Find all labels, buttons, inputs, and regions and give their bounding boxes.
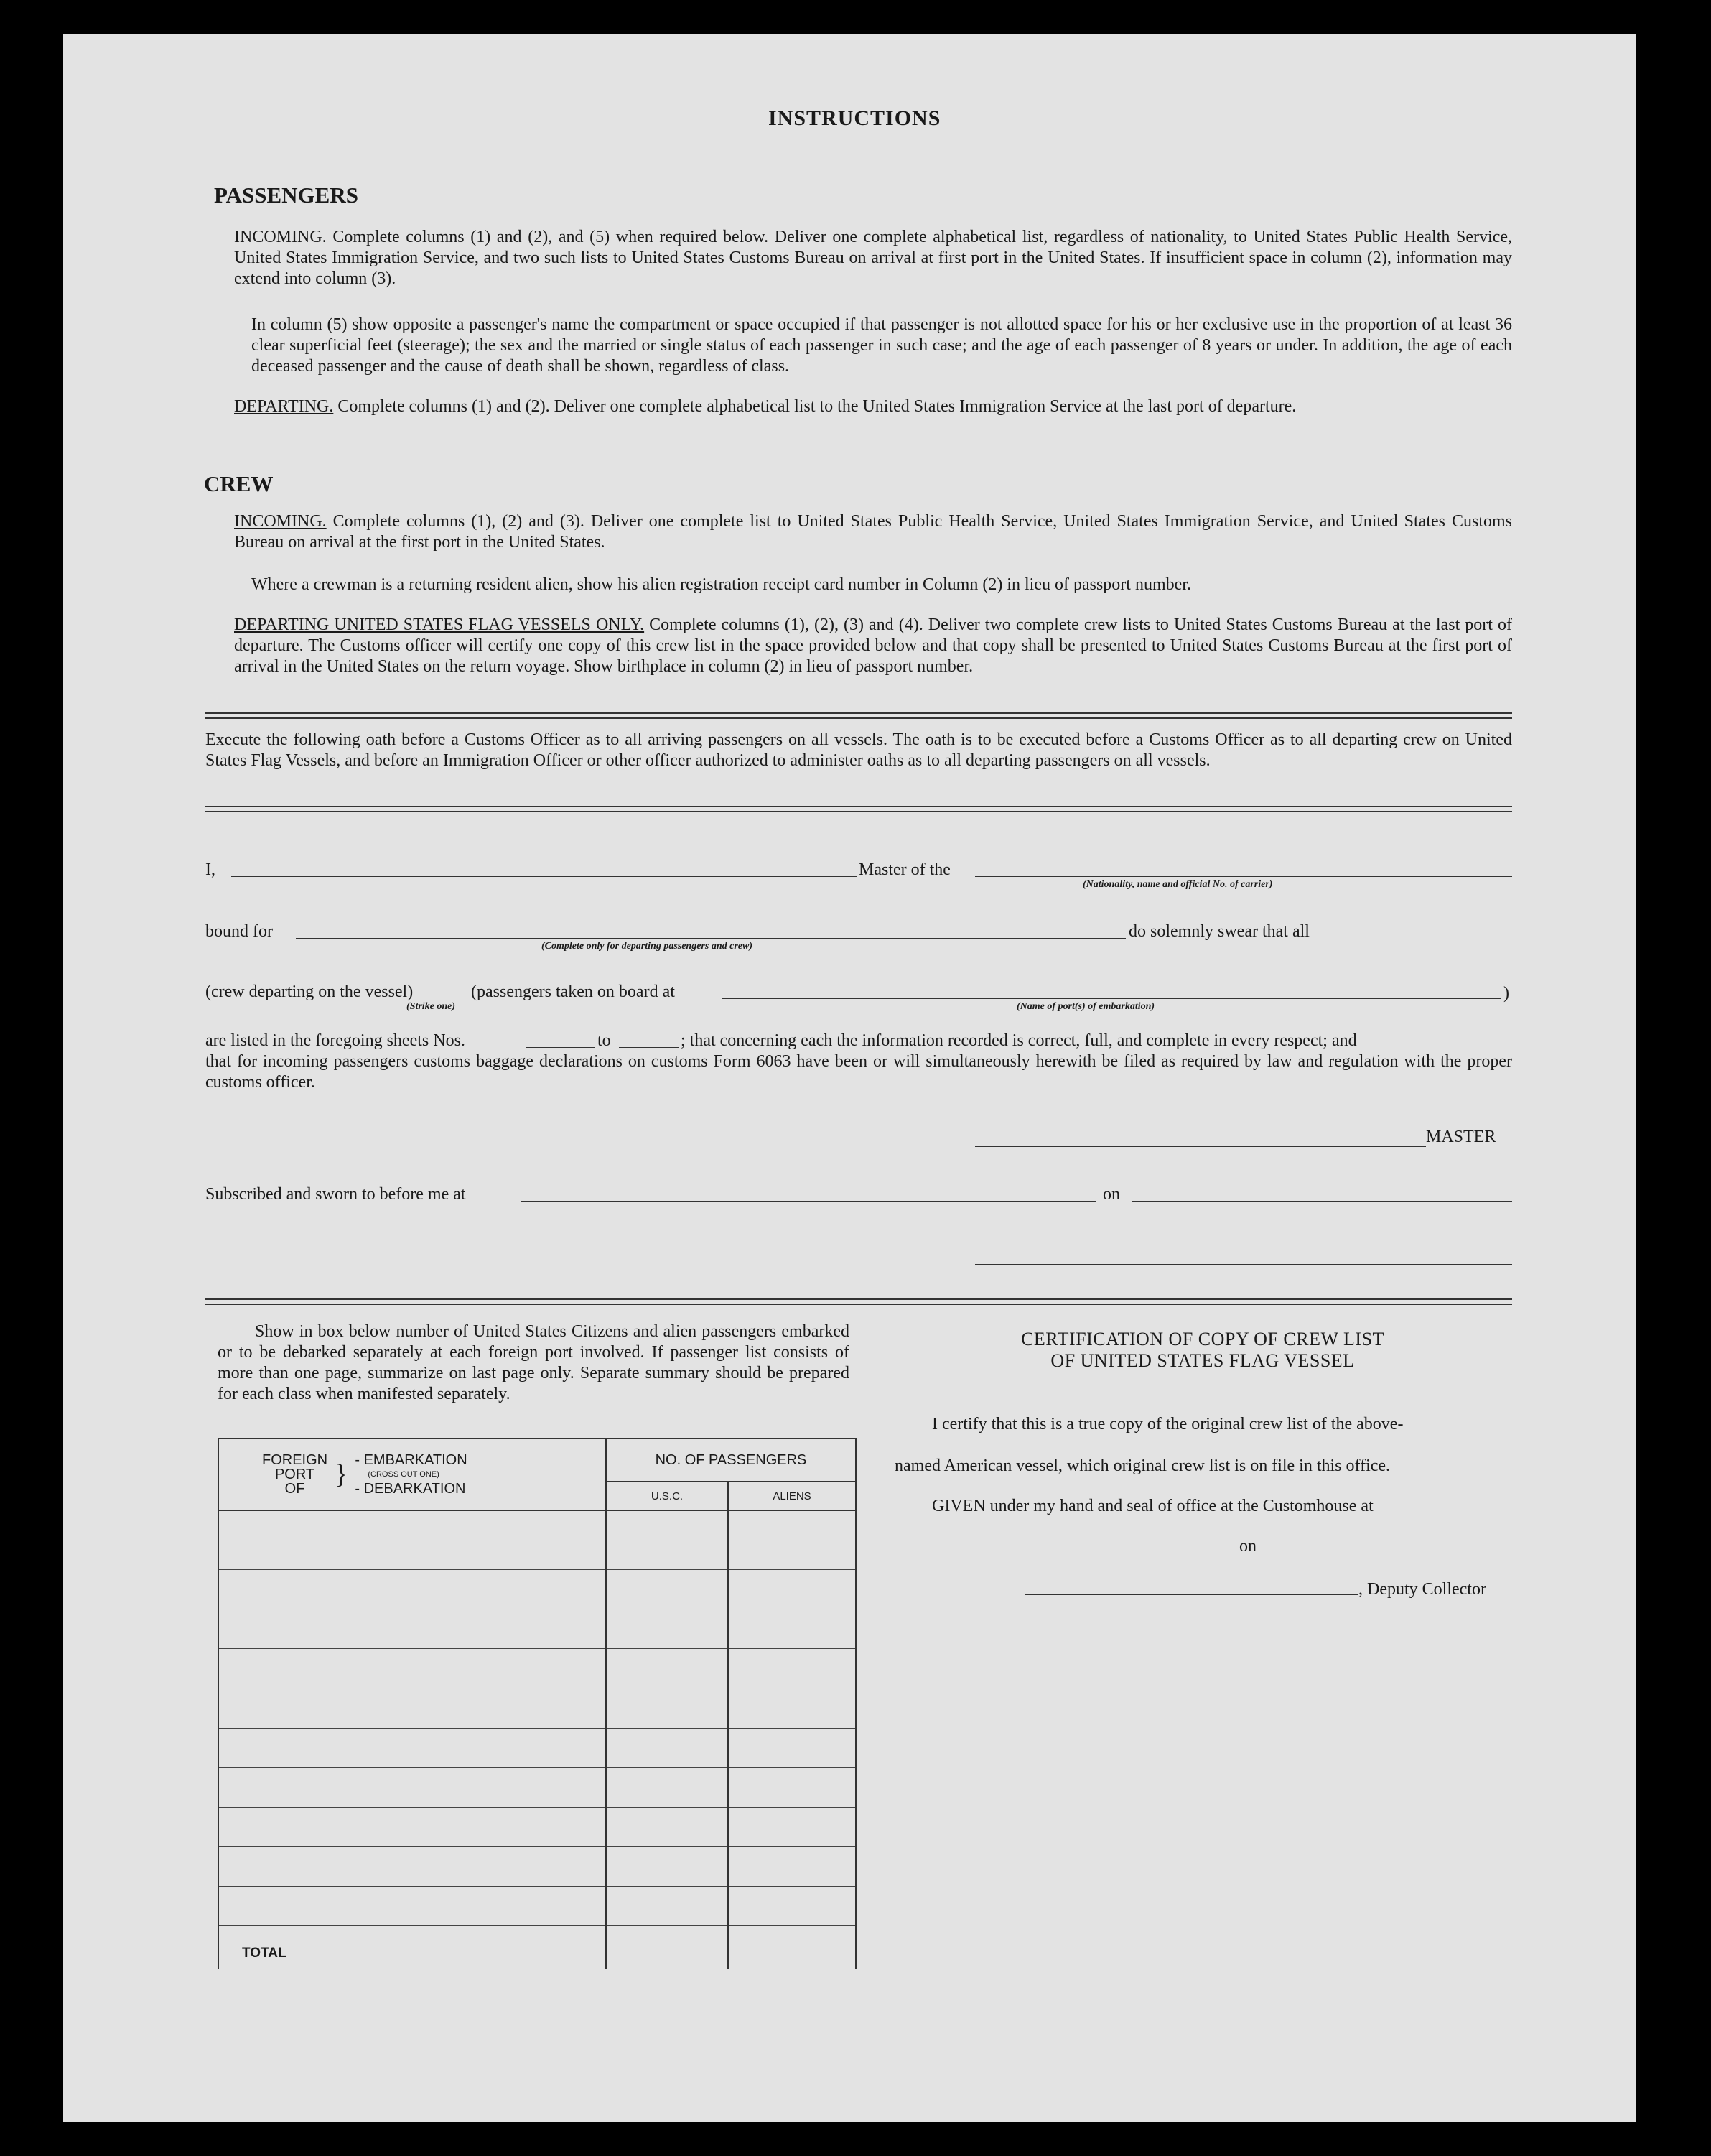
crew-incoming-text: Complete columns (1), (2) and (3). Deliver one complete list to United States Public Health Service, United States Immigration Service, and United States Customs Bureau on arrival at the first port in the United States. [234,512,1513,552]
crew-departing-label: DEPARTING UNITED STATES FLAG VESSELS ONLY. [234,615,645,634]
officer-signature-field[interactable] [975,1264,1512,1265]
listed-to-label: to [597,1031,611,1050]
port-cell[interactable] [218,1570,606,1609]
divider [205,712,1512,719]
passengers-incoming-paragraph [234,227,1512,289]
port-header-cell [218,1439,606,1510]
deputy-collector-label: , Deputy Collector [1358,1580,1486,1599]
passengers-column5-paragraph: In column (5) show opposite a passenger's name the compartment or space occupied if that passenger is not allotted space for his or her exclusive use in the proportion of at least 36 clear superficial feet (steerage); the sex and the married or single status of each passenger in such case; and the age of each passenger of 8 years or under. In addition, the age of each deceased passenger and the cause of death shall be shown, regardless of class. [251,315,1512,376]
embarkation-label: - EMBARKATION [355,1452,467,1468]
oath-i-label: I, [205,860,215,879]
certify-line2: named American vessel, which original crew list is on file in this office. [895,1456,1391,1475]
usc-cell[interactable] [606,1688,728,1728]
passengers-departing-paragraph [234,396,1512,417]
passengers-incoming-label: INCOMING. [234,228,327,246]
aliens-cell[interactable] [728,1728,856,1767]
usc-cell[interactable] [606,1609,728,1649]
usc-cell[interactable] [606,1767,728,1807]
port-cell[interactable] [218,1846,606,1886]
master-label: MASTER [1426,1128,1496,1146]
passengers-taken-option[interactable]: (passengers taken on board at [471,982,675,1001]
usc-cell[interactable] [606,1886,728,1925]
crew-incoming-paragraph [234,511,1512,553]
passengers-departing-label: DEPARTING. [234,397,334,416]
usc-cell[interactable] [606,1570,728,1609]
nationality-hint: (Nationality, name and official No. of carrier) [1083,879,1273,890]
usc-cell[interactable] [606,1846,728,1886]
certification-title [898,1329,1508,1372]
certification-title-line2: OF UNITED STATES FLAG VESSEL [1050,1350,1355,1371]
close-paren: ) [1503,984,1509,1003]
crew-departing-text: Complete columns (1), (2), (3) and (4). Deliver two complete crew lists to United States Customs Bureau at the last port of departure. The Customs officer will certify one copy of this crew list in the space provided below and that copy shall be presented to United States Customs Bureau at the first port of arrival in the United States on the return voyage. Show birthplace in column (2) in lieu of passport number. [234,615,1513,676]
subscribed-label: Subscribed and sworn to before me at [205,1185,466,1204]
deputy-signature-field[interactable] [1025,1594,1358,1595]
cert-on-label: on [1239,1537,1257,1556]
summary-instruction: Show in box below number of United States Citizens and alien passengers embarked or to be debarked separately at each foreign port involved. If passenger list consists of more than one page, summarize on last page only. Separate summary should be prepared for each class when manifested separately. [218,1322,849,1403]
port-cell[interactable] [218,1886,606,1925]
usc-cell[interactable] [606,1510,728,1570]
aliens-cell[interactable] [728,1767,856,1807]
crew-departing-option[interactable]: (crew departing on the vessel) [205,982,414,1001]
usc-cell[interactable] [606,1649,728,1688]
embarkation-port-field[interactable] [722,998,1501,999]
listed-rest: that for incoming passengers customs baggage declarations on customs Form 6063 have been or will simultaneously herewith be filed as required by law and regulation with the proper customs officer. [205,1052,1512,1092]
aliens-cell[interactable] [728,1886,856,1925]
aliens-cell[interactable] [728,1807,856,1846]
crew-departing-paragraph [234,615,1512,677]
master-name-field[interactable] [231,876,857,877]
foreign-label: FOREIGN [262,1452,328,1468]
given-text: GIVEN under my hand and seal of office at the Customhouse at [932,1497,1374,1515]
port-cell[interactable] [218,1807,606,1846]
master-of-label: Master of the [859,860,951,879]
listed-prefix: are listed in the foregoing sheets Nos. [205,1031,465,1050]
oath-instruction: Execute the following oath before a Customs Officer as to all arriving passengers on all vessels. The oath is to be executed before a Customs Officer as to all departing crew on United States Flag Vessels, and before an Immigration Officer or other officer authorized to administer oaths as to all departing passengers on all vessels. [205,730,1512,770]
passengers-departing-text: Complete columns (1) and (2). Deliver one complete alphabetical list to the United States Immigration Service at the last port of departure. [337,397,1297,416]
no-of-passengers-header: NO. OF PASSENGERS [606,1439,856,1482]
port-label: PORT [274,1467,315,1482]
port-cell[interactable] [218,1688,606,1728]
crew-incoming-label: INCOMING. [234,512,327,531]
sworn-place-field[interactable] [521,1201,1096,1202]
page-title: INSTRUCTIONS [768,106,941,130]
port-hint: (Name of port(s) of embarkation) [1017,1001,1155,1012]
cross-out-label: (CROSS OUT ONE) [368,1470,439,1479]
bound-for-label: bound for [205,922,273,941]
complete-only-hint: (Complete only for departing passengers and crew) [541,941,752,952]
sworn-date-field[interactable] [1132,1201,1512,1202]
port-cell[interactable] [218,1609,606,1649]
aliens-cell[interactable] [728,1510,856,1570]
aliens-cell[interactable] [728,1609,856,1649]
sheet-to-field[interactable] [619,1047,679,1048]
aliens-cell[interactable] [728,1649,856,1688]
aliens-header: ALIENS [728,1482,856,1510]
sheet-from-field[interactable] [526,1047,595,1048]
certify-line1: I certify that this is a true copy of the original crew list of the above- [932,1415,1404,1434]
of-label: OF [284,1481,305,1497]
divider [205,806,1512,812]
port-cell[interactable] [218,1510,606,1570]
master-signature-field[interactable] [975,1146,1426,1147]
usc-cell[interactable] [606,1807,728,1846]
usc-cell[interactable] [606,1728,728,1767]
brace-icon: } [335,1459,348,1490]
total-label: TOTAL [218,1926,606,1969]
passengers-incoming-text: Complete columns (1) and (2), and (5) when required below. Deliver one complete alphabetical list, regardless of nationality, to United States Public Health Service, United States Immigration Service, and two such lists to United States Customs Bureau on arrival at first port in the United States. If insufficient space in column (2), information may extend into column (3). [234,228,1513,288]
crew-resident-paragraph: Where a crewman is a returning resident alien, show his alien registration receipt card number in Column (2) in lieu of passport number. [251,575,1191,594]
port-cell[interactable] [218,1767,606,1807]
aliens-cell[interactable] [728,1688,856,1728]
bound-for-field[interactable] [296,938,1126,939]
strike-one-hint: (Strike one) [406,1001,456,1012]
aliens-cell[interactable] [728,1846,856,1886]
swear-label: do solemnly swear that all [1129,922,1310,941]
aliens-total-cell[interactable] [728,1926,856,1969]
port-cell[interactable] [218,1649,606,1688]
port-cell[interactable] [218,1728,606,1767]
certification-title-line1: CERTIFICATION OF COPY OF CREW LIST [1021,1329,1384,1349]
debarkation-label: - DEBARKATION [355,1481,466,1497]
crew-heading: CREW [204,471,274,496]
aliens-cell[interactable] [728,1570,856,1609]
usc-total-cell[interactable] [606,1926,728,1969]
passenger-summary-table [218,1438,857,1969]
passengers-heading: PASSENGERS [214,182,358,208]
listed-suffix: ; that concerning each the information recorded is correct, full, and complete in every respect; and [681,1031,1357,1050]
sworn-on-label: on [1103,1185,1120,1204]
usc-header: U.S.C. [606,1482,728,1510]
divider [205,1298,1512,1305]
carrier-field[interactable] [975,876,1512,877]
